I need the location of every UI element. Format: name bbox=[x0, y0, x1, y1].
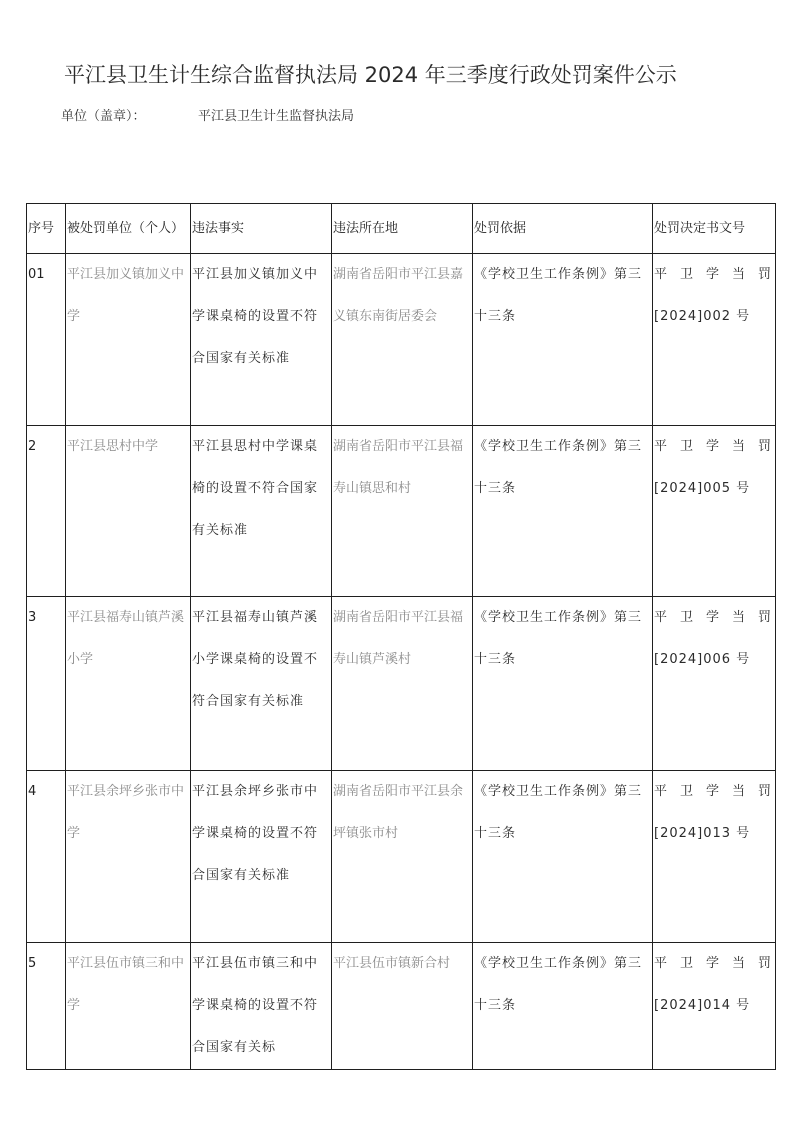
cell-party bbox=[66, 943, 191, 1070]
cell-basis bbox=[473, 426, 653, 597]
cell-location bbox=[332, 597, 473, 771]
row-fact: 平江县福寿山镇芦溪小学课桌椅的设置不符合国家有关标准 bbox=[192, 610, 319, 709]
row-doc-no bbox=[654, 254, 774, 338]
cell-doc-no bbox=[653, 597, 776, 771]
table-row bbox=[27, 771, 776, 943]
table-row bbox=[27, 943, 776, 1070]
doc-char: 平 bbox=[654, 956, 669, 971]
cell-fact bbox=[191, 943, 332, 1070]
penalty-cases-table bbox=[26, 203, 776, 1070]
row-location: 湖南省岳阳市平江县余坪镇张市村 bbox=[333, 784, 464, 841]
unit-line bbox=[61, 106, 354, 128]
doc-char: 罚 bbox=[757, 784, 772, 799]
cell-location bbox=[332, 943, 473, 1070]
doc-no-line1 bbox=[654, 597, 774, 639]
row-location: 平江县伍市镇新合村 bbox=[333, 956, 451, 971]
row-location: 湖南省岳阳市平江县福寿山镇思和村 bbox=[333, 439, 464, 496]
row-basis: 《学校卫生工作条例》第三十三条 bbox=[474, 784, 643, 841]
cell-party bbox=[66, 597, 191, 771]
doc-char: 卫 bbox=[679, 439, 694, 454]
doc-char: 平 bbox=[654, 610, 669, 625]
row-location: 湖南省岳阳市平江县福寿山镇芦溪村 bbox=[333, 610, 464, 667]
row-no: 3 bbox=[28, 610, 37, 625]
row-no: 2 bbox=[28, 439, 37, 454]
row-no: 4 bbox=[28, 784, 37, 799]
cell-basis bbox=[473, 597, 653, 771]
row-basis: 《学校卫生工作条例》第三十三条 bbox=[474, 267, 643, 324]
table-row bbox=[27, 254, 776, 426]
header-cell-fact: 违法事实 bbox=[191, 204, 332, 254]
doc-char: 学 bbox=[705, 267, 720, 282]
doc-char: 学 bbox=[705, 610, 720, 625]
doc-char: 学 bbox=[705, 439, 720, 454]
doc-no-line2: [2024]002 号 bbox=[654, 309, 751, 324]
row-doc-no bbox=[654, 943, 774, 1027]
cell-doc-no bbox=[653, 771, 776, 943]
header-cell-doc-no: 处罚决定书文号 bbox=[653, 204, 776, 254]
doc-char: 卫 bbox=[679, 267, 694, 282]
cell-party bbox=[66, 254, 191, 426]
row-doc-no bbox=[654, 426, 774, 510]
cell-no bbox=[27, 943, 66, 1070]
row-party: 平江县余坪乡张市中学 bbox=[67, 784, 185, 841]
row-party: 平江县加义镇加义中学 bbox=[67, 267, 185, 324]
doc-no-line2: [2024]014 号 bbox=[654, 998, 751, 1013]
doc-char: 学 bbox=[705, 784, 720, 799]
header-cell-party: 被处罚单位（个人） bbox=[66, 204, 191, 254]
cell-doc-no bbox=[653, 943, 776, 1070]
cell-no bbox=[27, 254, 66, 426]
cell-fact bbox=[191, 597, 332, 771]
doc-char: 卫 bbox=[679, 784, 694, 799]
cell-doc-no bbox=[653, 426, 776, 597]
document-title: 平江县卫生计生综合监督执法局 2024 年三季度行政处罚案件公示 bbox=[64, 63, 677, 87]
cell-party bbox=[66, 771, 191, 943]
row-doc-no bbox=[654, 771, 774, 855]
unit-value: 平江县卫生计生监督执法局 bbox=[198, 109, 355, 124]
table-header-row bbox=[27, 204, 776, 254]
doc-char: 罚 bbox=[757, 610, 772, 625]
cell-fact bbox=[191, 254, 332, 426]
cell-basis bbox=[473, 771, 653, 943]
doc-char: 当 bbox=[731, 439, 746, 454]
table-row bbox=[27, 426, 776, 597]
row-basis: 《学校卫生工作条例》第三十三条 bbox=[474, 956, 643, 1013]
cell-party bbox=[66, 426, 191, 597]
cell-no bbox=[27, 597, 66, 771]
doc-no-line2: [2024]005 号 bbox=[654, 481, 751, 496]
cell-location bbox=[332, 426, 473, 597]
row-doc-no bbox=[654, 597, 774, 681]
doc-no-line1 bbox=[654, 771, 774, 813]
cell-no bbox=[27, 771, 66, 943]
cell-location bbox=[332, 771, 473, 943]
doc-char: 当 bbox=[731, 956, 746, 971]
row-location: 湖南省岳阳市平江县嘉义镇东南街居委会 bbox=[333, 267, 464, 324]
row-fact: 平江县思村中学课桌椅的设置不符合国家有关标准 bbox=[192, 439, 319, 538]
row-fact: 平江县伍市镇三和中学课桌椅的设置不符合国家有关标 bbox=[192, 956, 319, 1055]
row-party: 平江县伍市镇三和中学 bbox=[67, 956, 185, 1013]
doc-char: 学 bbox=[705, 956, 720, 971]
doc-char: 平 bbox=[654, 267, 669, 282]
row-basis: 《学校卫生工作条例》第三十三条 bbox=[474, 439, 643, 496]
row-no: 5 bbox=[28, 956, 37, 971]
cell-no bbox=[27, 426, 66, 597]
doc-no-line2: [2024]013 号 bbox=[654, 826, 751, 841]
row-basis: 《学校卫生工作条例》第三十三条 bbox=[474, 610, 643, 667]
doc-no-line1 bbox=[654, 254, 774, 296]
cell-location bbox=[332, 254, 473, 426]
row-no: 01 bbox=[28, 267, 45, 282]
doc-char: 平 bbox=[654, 784, 669, 799]
doc-char: 当 bbox=[731, 784, 746, 799]
cell-basis bbox=[473, 943, 653, 1070]
row-fact: 平江县余坪乡张市中学课桌椅的设置不符合国家有关标准 bbox=[192, 784, 319, 883]
doc-char: 罚 bbox=[757, 439, 772, 454]
table-row bbox=[27, 597, 776, 771]
doc-char: 卫 bbox=[679, 610, 694, 625]
doc-no-line2: [2024]006 号 bbox=[654, 652, 751, 667]
doc-char: 当 bbox=[731, 267, 746, 282]
unit-label: 单位（盖章）： bbox=[61, 109, 146, 124]
row-fact: 平江县加义镇加义中学课桌椅的设置不符合国家有关标准 bbox=[192, 267, 319, 366]
header-cell-basis: 处罚依据 bbox=[473, 204, 653, 254]
header-cell-location: 违法所在地 bbox=[332, 204, 473, 254]
cell-basis bbox=[473, 254, 653, 426]
doc-char: 卫 bbox=[679, 956, 694, 971]
row-party: 平江县思村中学 bbox=[67, 439, 159, 454]
doc-no-line1 bbox=[654, 943, 774, 985]
row-party: 平江县福寿山镇芦溪小学 bbox=[67, 610, 185, 667]
header-cell-no: 序号 bbox=[27, 204, 66, 254]
doc-char: 当 bbox=[731, 610, 746, 625]
cell-doc-no bbox=[653, 254, 776, 426]
doc-char: 罚 bbox=[757, 267, 772, 282]
doc-char: 罚 bbox=[757, 956, 772, 971]
cell-fact bbox=[191, 426, 332, 597]
doc-no-line1 bbox=[654, 426, 774, 468]
cell-fact bbox=[191, 771, 332, 943]
doc-char: 平 bbox=[654, 439, 669, 454]
